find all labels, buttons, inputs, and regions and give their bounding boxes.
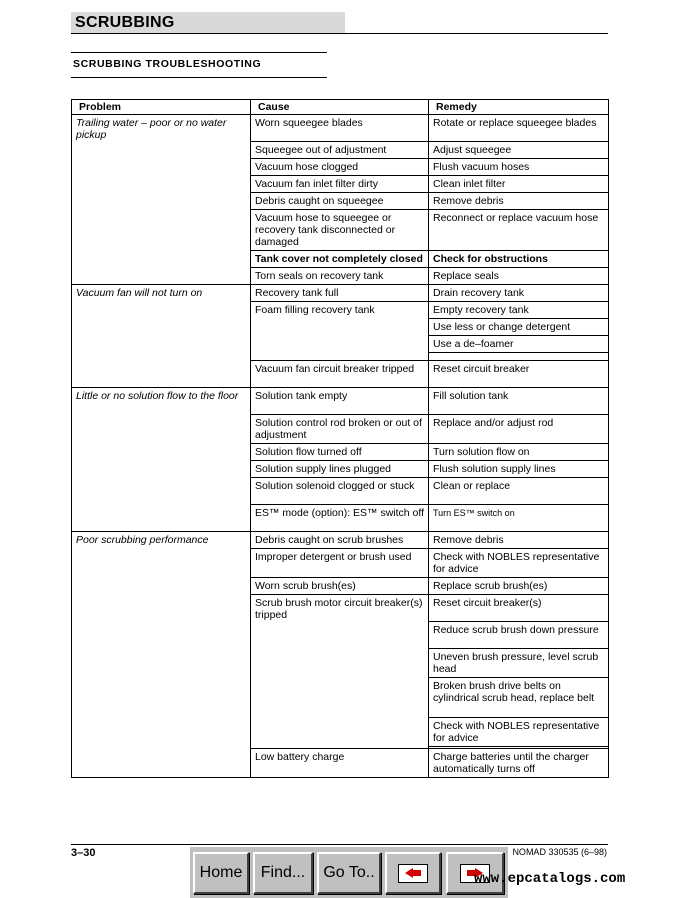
cause-cell: Torn seals on recovery tank [251, 268, 429, 285]
section-title: SCRUBBING [75, 14, 175, 31]
cause-cell: Solution tank empty [251, 388, 429, 415]
previous-page-button[interactable] [385, 852, 441, 894]
cause-cell: Debris caught on squeegee [251, 193, 429, 210]
cause-cell: Tank cover not completely closed [251, 251, 429, 268]
remedy-cell: Clean or replace [429, 478, 609, 505]
home-button[interactable] [193, 852, 249, 894]
cause-cell: Low battery charge [251, 749, 429, 778]
cause-cell: Squeegee out of adjustment [251, 142, 429, 159]
page-number: 3–30 [71, 847, 96, 859]
navigation-bar [190, 846, 508, 898]
remedy-cell: Reset circuit breaker(s) [429, 595, 609, 622]
table-row [72, 285, 609, 302]
remedy-cell: Replace and/or adjust rod [429, 415, 609, 444]
cause-cell: Solution control rod broken or out of adjustment [251, 415, 429, 444]
cause-cell: Debris caught on scrub brushes [251, 532, 429, 549]
cause-cell: Scrub brush motor circuit breaker(s) tripped [251, 595, 429, 749]
cause-cell: ES™ mode (option): ES™ switch off [251, 505, 429, 532]
remedy-cell: Adjust squeegee [429, 142, 609, 159]
remedy-cell: Replace seals [429, 268, 609, 285]
home-button-label: Home [199, 864, 243, 881]
table-row [72, 532, 609, 549]
find-button[interactable] [253, 852, 313, 894]
goto-button-label: Go To.. [323, 864, 375, 881]
problem-cell: Trailing water – poor or no water pickup [72, 115, 251, 285]
remedy-cell: Check with NOBLES representative for advice [429, 549, 609, 578]
cause-cell: Solution flow turned off [251, 444, 429, 461]
cause-cell: Solution solenoid clogged or stuck [251, 478, 429, 505]
find-button-label: Find... [260, 864, 306, 881]
remedy-cell: Check with NOBLES representative for advice [429, 718, 609, 747]
remedy-cell: Fill solution tank [429, 388, 609, 415]
remedy-cell: Flush solution supply lines [429, 461, 609, 478]
cause-cell: Vacuum hose clogged [251, 159, 429, 176]
left-arrow-icon [398, 864, 428, 883]
cause-cell: Foam filling recovery tank [251, 302, 429, 361]
remedy-cell: Replace scrub brush(es) [429, 578, 609, 595]
table-row [72, 115, 609, 142]
cause-cell: Vacuum fan circuit breaker tripped [251, 361, 429, 388]
header-cause: Cause [251, 100, 429, 115]
remedy-cell: Check for obstructions [429, 251, 609, 268]
problem-cell: Little or no solution flow to the floor [72, 388, 251, 532]
subtitle-rule-top [71, 52, 327, 53]
remedy-cell: Remove debris [429, 532, 609, 549]
remedy-cell: Charge batteries until the charger automatically turns off [429, 749, 609, 778]
watermark: www.epcatalogs.com [474, 871, 626, 887]
cause-cell: Recovery tank full [251, 285, 429, 302]
remedy-cell: Use a de–foamer [429, 336, 609, 353]
troubleshooting-table [71, 99, 609, 778]
page-subtitle: SCRUBBING TROUBLESHOOTING [73, 58, 262, 70]
cause-cell: Vacuum hose to squeegee or recovery tank disconnected or damaged [251, 210, 429, 251]
footer-divider [71, 844, 608, 845]
remedy-cell: Drain recovery tank [429, 285, 609, 302]
remedy-cell: Use less or change detergent [429, 319, 609, 336]
remedy-cell: Empty recovery tank [429, 302, 609, 319]
remedy-cell: Remove debris [429, 193, 609, 210]
cause-cell: Vacuum fan inlet filter dirty [251, 176, 429, 193]
table-header-row [72, 100, 609, 115]
goto-button[interactable] [317, 852, 381, 894]
cause-cell: Improper detergent or brush used [251, 549, 429, 578]
cause-cell: Solution supply lines plugged [251, 461, 429, 478]
table-row [72, 388, 609, 415]
document-id: NOMAD 330535 (6–98) [512, 847, 607, 857]
remedy-cell: Clean inlet filter [429, 176, 609, 193]
problem-cell: Poor scrubbing performance [72, 532, 251, 778]
remedy-cell: Rotate or replace squeegee blades [429, 115, 609, 142]
cause-cell: Worn scrub brush(es) [251, 578, 429, 595]
remedy-cell: Uneven brush pressure, level scrub head [429, 649, 609, 678]
remedy-cell: Reset circuit breaker [429, 361, 609, 388]
header-problem: Problem [72, 100, 251, 115]
remedy-cell: Turn solution flow on [429, 444, 609, 461]
remedy-cell: Reconnect or replace vacuum hose [429, 210, 609, 251]
remedy-cell: Broken brush drive belts on cylindrical scrub head, replace belt [429, 678, 609, 718]
remedy-cell-empty [429, 353, 609, 361]
remedy-cell: Reduce scrub brush down pressure [429, 622, 609, 649]
remedy-cell: Flush vacuum hoses [429, 159, 609, 176]
cause-cell: Worn squeegee blades [251, 115, 429, 142]
problem-cell: Vacuum fan will not turn on [72, 285, 251, 388]
section-divider [71, 33, 608, 34]
header-remedy: Remedy [429, 100, 609, 115]
subtitle-rule-bottom [71, 77, 327, 78]
remedy-cell: Turn ES™ switch on [429, 505, 609, 532]
